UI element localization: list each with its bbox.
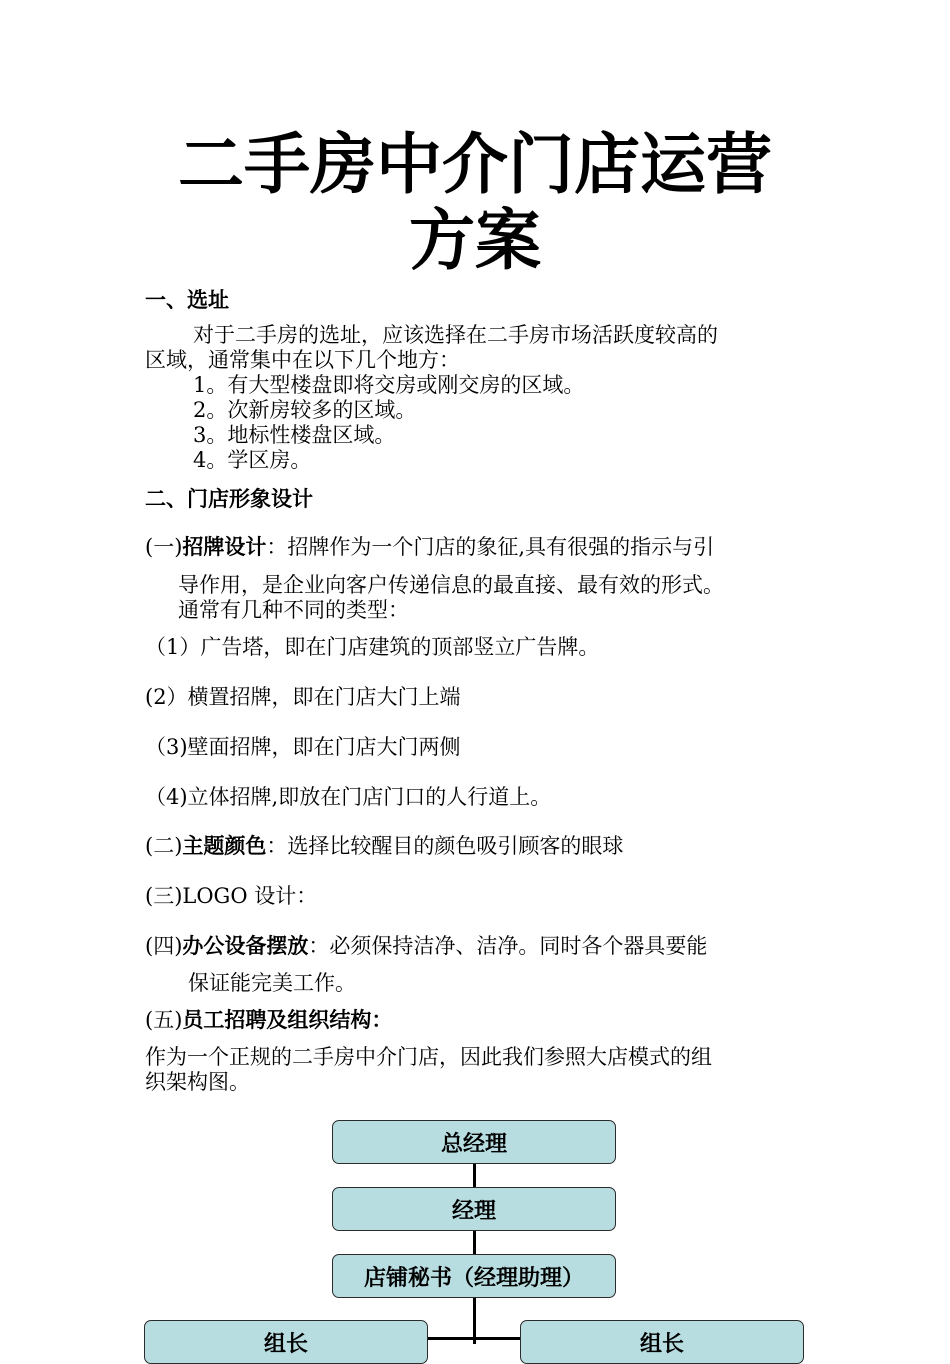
- sign-design-prefix: (一): [145, 535, 183, 559]
- equipment-line2: 保证能完美工作。: [188, 971, 356, 995]
- logo-design-line: [145, 884, 317, 909]
- logo-design-prefix: (三): [145, 884, 183, 908]
- staff-heading-line: [145, 1008, 392, 1033]
- connector-leads-horizontal: [426, 1337, 521, 1340]
- equipment-text: ：必须保持洁净、洁净。同时各个器具要能: [308, 934, 708, 958]
- sign-design-line3: 通常有几种不同的类型：: [178, 598, 409, 622]
- sign-design-label: 招牌设计: [182, 535, 267, 559]
- theme-color-line: [145, 834, 623, 859]
- location-item-4: 4。学区房。: [193, 448, 312, 472]
- document-title-line1: 二手房中介门店运营: [178, 126, 772, 203]
- logo-design-text: LOGO 设计：: [182, 884, 318, 908]
- org-intro-line2: 织架构图。: [145, 1070, 250, 1094]
- document-title-line2: 方案: [409, 202, 541, 279]
- staff-label: 员工招聘及组织结构：: [182, 1008, 393, 1032]
- org-box-general-manager: 总经理: [332, 1120, 616, 1164]
- org-box-manager: 经理: [332, 1187, 616, 1231]
- staff-prefix: (五): [145, 1008, 183, 1032]
- sign-design-line2: 导作用，是企业向客户传递信息的最直接、最有效的形式。: [178, 573, 724, 597]
- sign-type-4: （4)立体招牌,即放在门店门口的人行道上。: [145, 785, 552, 809]
- org-intro-line1: 作为一个正规的二手房中介门店，因此我们参照大店模式的组: [145, 1045, 712, 1069]
- org-box-secretary: 店铺秘书（经理助理）: [332, 1254, 616, 1298]
- org-box-team-lead-right: 组长: [520, 1320, 804, 1364]
- theme-color-text: ：选择比较醒目的颜色吸引顾客的眼球: [266, 834, 624, 858]
- section1-heading: 一、选址: [145, 288, 229, 312]
- section2-heading: 二、门店形象设计: [145, 487, 313, 511]
- theme-color-label: 主题颜色: [182, 834, 267, 858]
- theme-color-prefix: (二): [145, 834, 183, 858]
- location-item-1: 1。有大型楼盘即将交房或刚交房的区域。: [193, 373, 585, 397]
- sign-type-2: (2）横置招牌，即在门店大门上端: [145, 685, 461, 709]
- sign-design-line1: [145, 535, 714, 560]
- org-box-team-lead-left: 组长: [144, 1320, 428, 1364]
- section1-intro-line1: 对于二手房的选址，应该选择在二手房市场活跃度较高的: [193, 323, 718, 347]
- location-item-2: 2。次新房较多的区域。: [193, 398, 417, 422]
- equipment-line1: [145, 934, 707, 959]
- connector-gm-manager: [473, 1163, 476, 1187]
- section1-intro-line2: 区域，通常集中在以下几个地方：: [145, 348, 460, 372]
- sign-design-text: ：招牌作为一个门店的象征,具有很强的指示与引: [266, 535, 715, 559]
- sign-type-3: （3)壁面招牌，即在门店大门两侧: [145, 735, 461, 759]
- sign-type-1: （1）广告塔，即在门店建筑的顶部竖立广告牌。: [145, 635, 600, 659]
- equipment-label: 办公设备摆放: [182, 934, 309, 958]
- equipment-prefix: (四): [145, 934, 183, 958]
- location-item-3: 3。地标性楼盘区域。: [193, 423, 396, 447]
- connector-manager-secretary: [473, 1230, 476, 1254]
